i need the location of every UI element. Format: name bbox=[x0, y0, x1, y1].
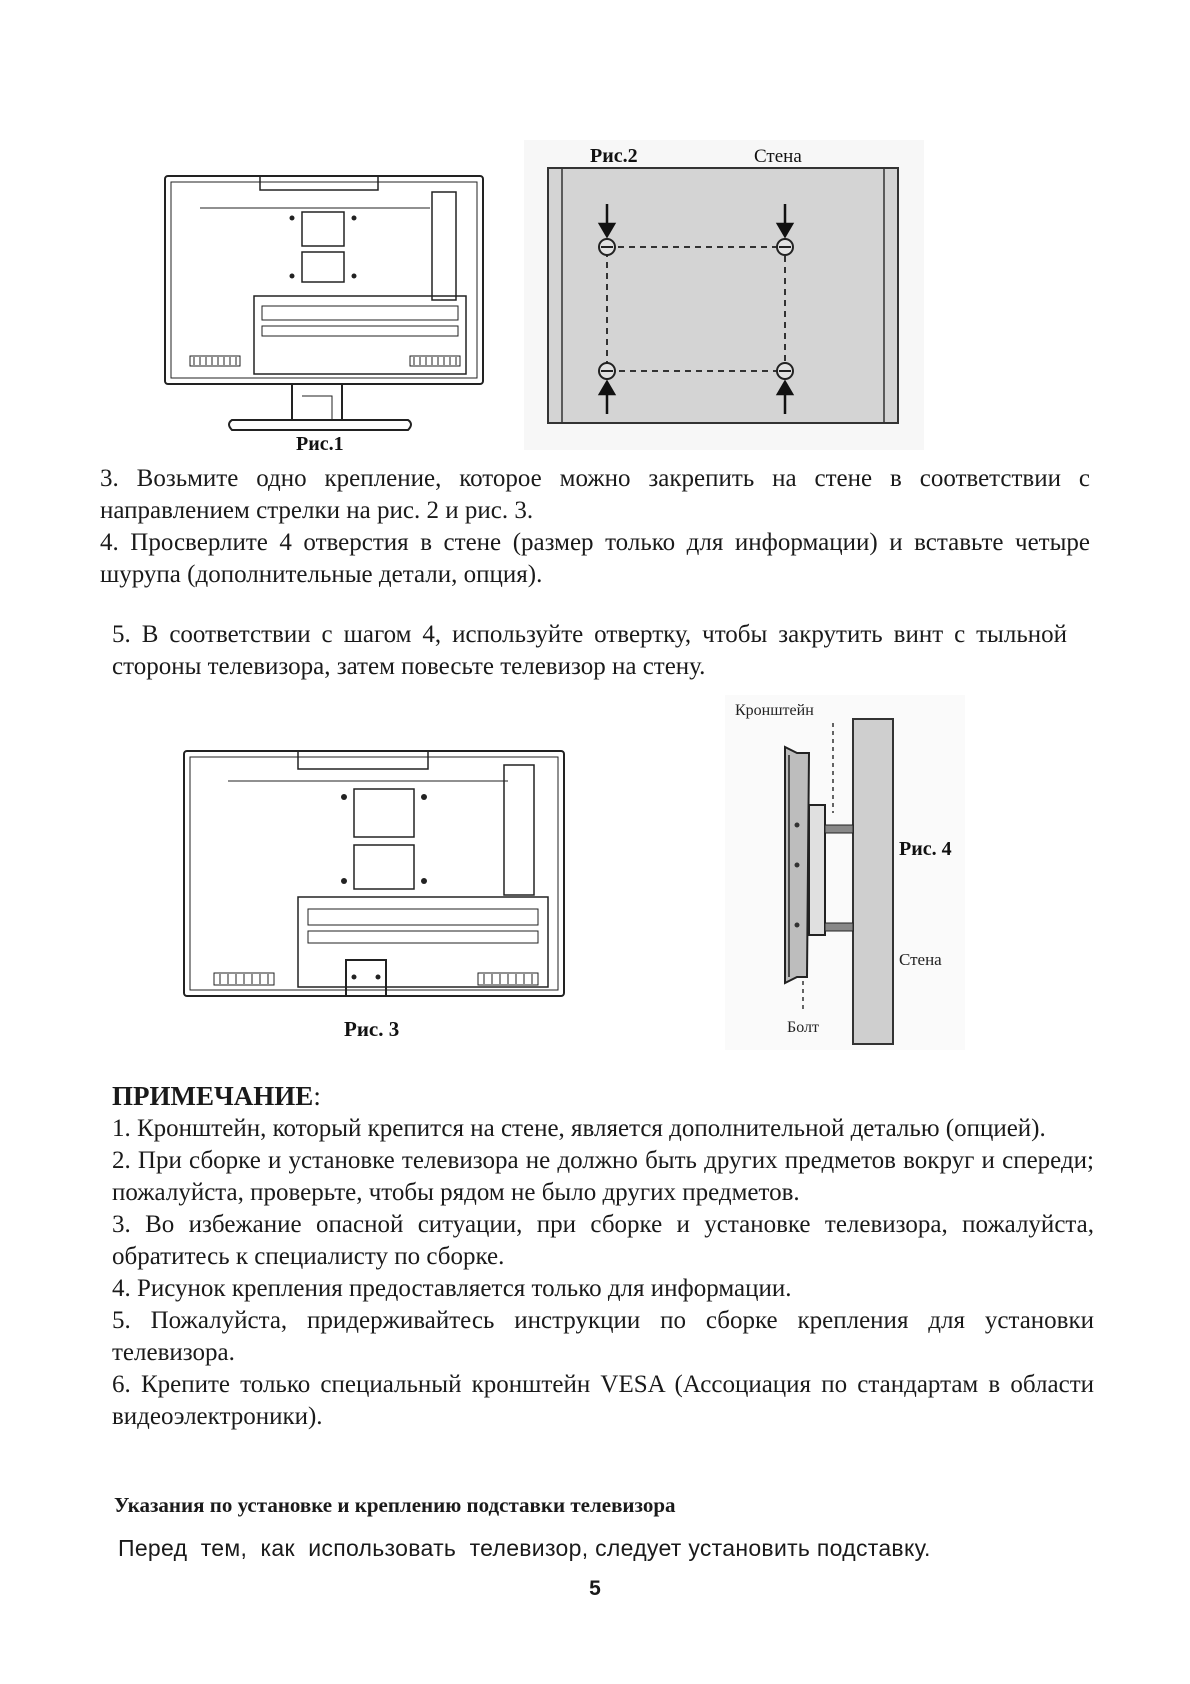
figure-4-bolt-label: Болт bbox=[787, 1019, 819, 1036]
figure-1-tv-rear bbox=[160, 168, 490, 453]
stand-section-text: Перед тем, как использовать телевизор, следует установить подставку. bbox=[118, 1535, 931, 1561]
figure-2-caption: Рис.2 bbox=[590, 145, 638, 167]
figure-2-wall-label: Стена bbox=[754, 146, 802, 167]
step-5-text: 5. В соответствии с шагом 4, используйте отвертку, чтобы закрутить винт с тыльной стороны телевизора, затем повесьте телевизор на стену. bbox=[112, 621, 1067, 680]
page-number: 5 bbox=[589, 1577, 601, 1600]
figure-4-caption: Рис. 4 bbox=[899, 838, 952, 860]
step-4-text: 4. Просверлите 4 отверстия в стене (размер только для информации) и вставьте четыре шурупа (дополнительные детали, опция). bbox=[100, 529, 1090, 588]
note-item-6: 6. Крепите только специальный кронштейн VESA (Ассоциация по стандартам в области видеоэлектроники). bbox=[112, 1371, 1094, 1430]
note-list bbox=[112, 1113, 1094, 1433]
figure-3-tv-rear-bracket bbox=[178, 745, 578, 1045]
figure-1-caption: Рис.1 bbox=[296, 433, 344, 453]
step-3-text: 3. Возьмите одно крепление, которое можно закрепить на стене в соответствии с направлением стрелки на рис. 2 и рис. 3. bbox=[100, 465, 1090, 524]
stand-section-title: Указания по установке и креплению подставки телевизора bbox=[114, 1493, 676, 1517]
note-heading bbox=[112, 1081, 321, 1112]
steps-3-4 bbox=[100, 463, 1090, 591]
figure-3-caption: Рис. 3 bbox=[344, 1017, 400, 1041]
figure-2-wall-pattern bbox=[524, 140, 924, 450]
figure-4-side-view bbox=[725, 695, 965, 1050]
figure-4-bracket-label: Кронштейн bbox=[735, 702, 814, 719]
note-item-1: 1. Кронштейн, который крепится на стене, является дополнительной деталью (опцией). bbox=[112, 1115, 1046, 1142]
figure-4-wall-label: Стена bbox=[899, 950, 942, 969]
step-5 bbox=[112, 619, 1067, 683]
note-item-3: 3. Во избежание опасной ситуации, при сборке и установке телевизора, пожалуйста, обратитесь к специалисту по сборке. bbox=[112, 1211, 1094, 1270]
note-item-4: 4. Рисунок крепления предоставляется только для информации. bbox=[112, 1275, 792, 1302]
note-title-colon: : bbox=[313, 1081, 321, 1111]
note-item-5: 5. Пожалуйста, придерживайтесь инструкции по сборке крепления для установки телевизора. bbox=[112, 1307, 1094, 1366]
note-title: ПРИМЕЧАНИЕ bbox=[112, 1081, 314, 1111]
note-item-2: 2. При сборке и установке телевизора не должно быть других предметов вокруг и спереди; пожалуйста, проверьте, чтобы рядом не было других предметов. bbox=[112, 1147, 1094, 1206]
